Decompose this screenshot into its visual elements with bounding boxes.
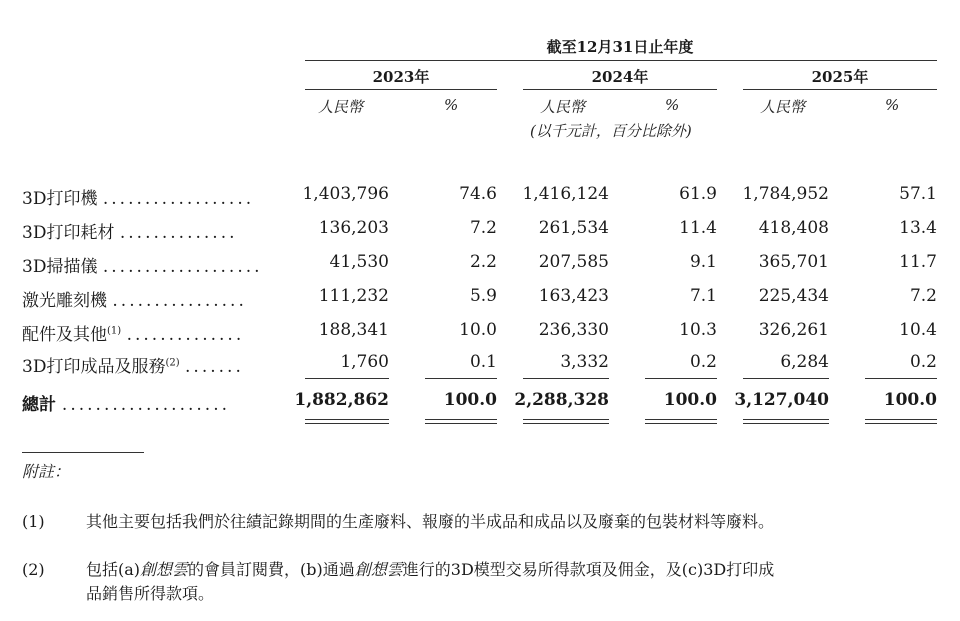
period-header-rule: [305, 60, 937, 61]
note-1-number: (1): [22, 512, 45, 531]
cell-v2023: 41,530: [329, 252, 389, 272]
notes-rule: [22, 452, 144, 453]
period-header: 截至12月31日止年度: [546, 38, 694, 56]
subtotal-rule-v2023: [305, 378, 389, 379]
year-header-2025: 2025年: [811, 68, 869, 86]
total-double-rule-1-p2023: [425, 419, 497, 420]
total-p2025: 100.0: [883, 390, 937, 410]
row-label: 3D打印機 ..................: [22, 189, 255, 209]
cell-v2025: 6,284: [780, 352, 829, 372]
total-double-rule-1-p2024: [645, 419, 717, 420]
cell-v2023: 188,341: [318, 320, 389, 340]
cell-p2024: 9.1: [689, 252, 717, 272]
cell-v2023: 1,760: [340, 352, 389, 372]
note-2-text-line2: 品銷售所得款項。: [86, 584, 215, 603]
year-rule-2024: [523, 89, 717, 90]
cell-p2024: 10.3: [679, 320, 717, 340]
cell-p2023: 7.2: [469, 218, 497, 238]
currency-label-2025: 人民幣: [760, 98, 806, 116]
cell-v2023: 1,403,796: [302, 184, 389, 204]
total-p2023: 100.0: [443, 390, 497, 410]
cell-v2023: 136,203: [318, 218, 389, 238]
notes-heading: 附註：: [22, 462, 71, 481]
year-rule-2023: [305, 89, 497, 90]
total-double-rule-2-p2024: [645, 423, 717, 424]
cell-p2025: 11.7: [899, 252, 937, 272]
cell-p2024: 61.9: [679, 184, 717, 204]
cell-v2025: 418,408: [758, 218, 829, 238]
total-v2023: 1,882,862: [294, 390, 389, 410]
cell-p2023: 2.2: [469, 252, 497, 272]
currency-label-2024: 人民幣: [540, 98, 586, 116]
cell-p2025: 7.2: [909, 286, 937, 306]
cell-v2023: 111,232: [318, 286, 389, 306]
row-label: 3D打印耗材 ..............: [22, 223, 238, 243]
cell-p2024: 7.1: [689, 286, 717, 306]
cell-v2025: 1,784,952: [742, 184, 829, 204]
total-double-rule-1-v2025: [743, 419, 829, 420]
subtotal-rule-p2023: [425, 378, 497, 379]
currency-label-2023: 人民幣: [318, 98, 364, 116]
cell-v2024: 163,423: [538, 286, 609, 306]
total-v2025: 3,127,040: [734, 390, 829, 410]
cell-v2025: 326,261: [758, 320, 829, 340]
cell-v2024: 236,330: [538, 320, 609, 340]
total-double-rule-1-v2024: [523, 419, 609, 420]
year-header-2023: 2023年: [372, 68, 430, 86]
cell-p2023: 74.6: [459, 184, 497, 204]
row-label: 激光雕刻機 ................: [22, 291, 247, 311]
subtotal-rule-p2024: [645, 378, 717, 379]
cell-p2025: 57.1: [899, 184, 937, 204]
percent-label-2025: %: [885, 96, 900, 114]
cell-v2024: 261,534: [538, 218, 609, 238]
year-rule-2025: [743, 89, 937, 90]
cell-v2024: 207,585: [538, 252, 609, 272]
row-label: 配件及其他$^{(1)}$ ..............: [22, 325, 245, 345]
row-label: 3D打印成品及服務$^{(2)}$ .......: [22, 357, 244, 377]
percent-label-2024: %: [665, 96, 680, 114]
unit-note: (以千元計，百分比除外): [530, 122, 692, 140]
total-v2024: 2,288,328: [514, 390, 609, 410]
total-double-rule-2-v2024: [523, 423, 609, 424]
cell-p2025: 10.4: [899, 320, 937, 340]
cell-v2025: 225,434: [758, 286, 829, 306]
percent-label-2023: %: [444, 96, 459, 114]
total-double-rule-1-p2025: [865, 419, 937, 420]
cell-p2023: 0.1: [469, 352, 497, 372]
year-header-2024: 2024年: [591, 68, 649, 86]
total-double-rule-2-p2023: [425, 423, 497, 424]
cell-p2023: 5.9: [469, 286, 497, 306]
cell-p2024: 11.4: [679, 218, 717, 238]
cell-p2023: 10.0: [459, 320, 497, 340]
cell-v2024: 1,416,124: [522, 184, 609, 204]
note-1-text: 其他主要包括我們於往績記錄期間的生產廢料、報廢的半成品和成品以及廢棄的包裝材料等廢料。: [86, 512, 775, 531]
cell-p2025: 13.4: [899, 218, 937, 238]
row-label: 3D掃描儀 ...................: [22, 257, 263, 277]
cell-p2025: 0.2: [909, 352, 937, 372]
total-double-rule-1-v2023: [305, 419, 389, 420]
note-2-number: (2): [22, 560, 45, 579]
total-double-rule-2-p2025: [865, 423, 937, 424]
cell-v2025: 365,701: [758, 252, 829, 272]
subtotal-rule-p2025: [865, 378, 937, 379]
total-p2024: 100.0: [663, 390, 717, 410]
total-double-rule-2-v2023: [305, 423, 389, 424]
cell-v2024: 3,332: [560, 352, 609, 372]
note-2-text: 包括(a)創想雲的會員訂閱費，(b)通過創想雲進行的3D模型交易所得款項及佣金，及(c)3D打印成: [86, 560, 775, 579]
total-double-rule-2-v2025: [743, 423, 829, 424]
subtotal-rule-v2025: [743, 378, 829, 379]
total-label: 總計 ....................: [22, 395, 230, 415]
subtotal-rule-v2024: [523, 378, 609, 379]
cell-p2024: 0.2: [689, 352, 717, 372]
